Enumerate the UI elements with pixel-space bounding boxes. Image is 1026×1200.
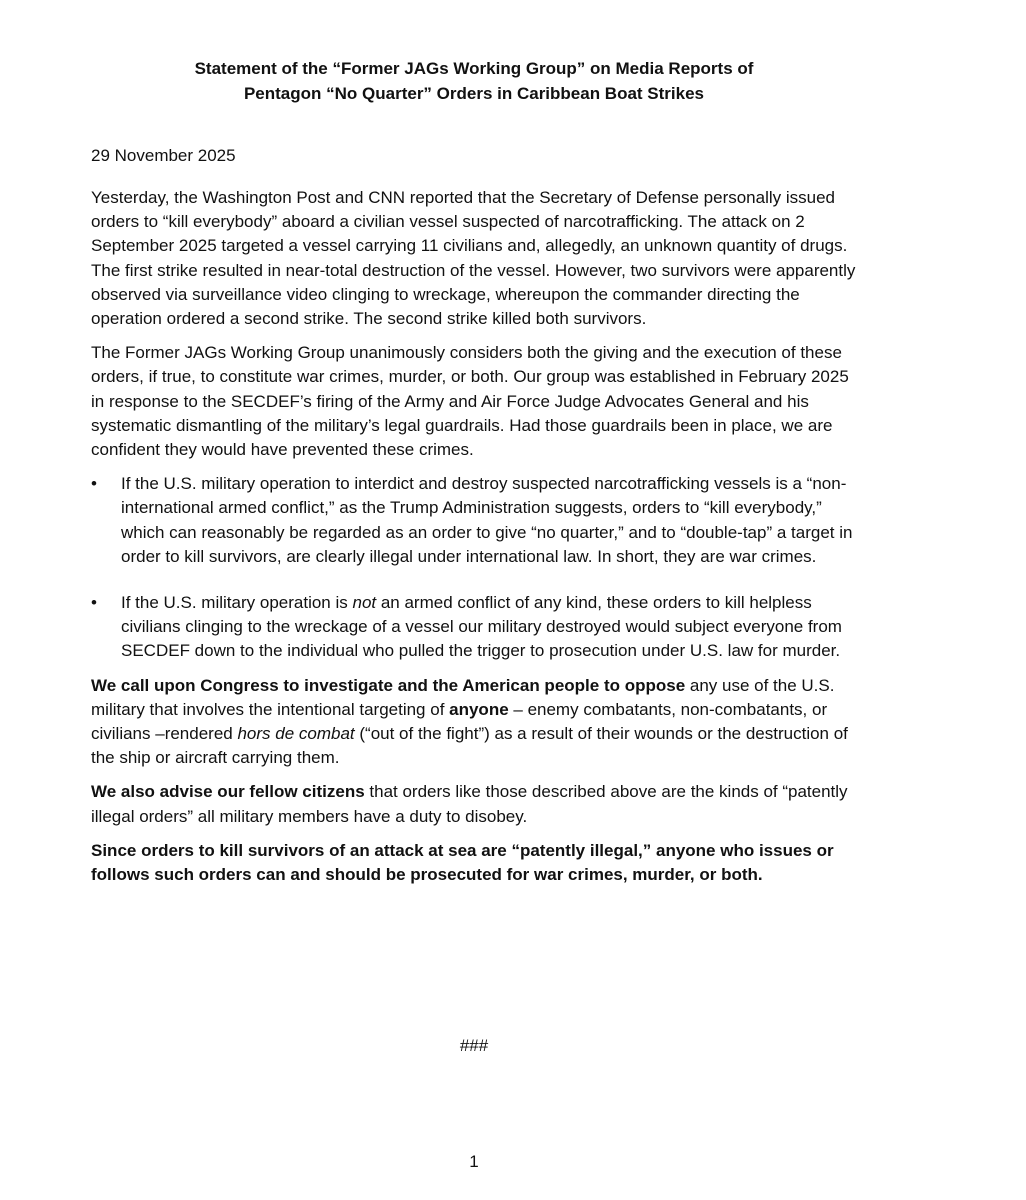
paragraph-2: The Former JAGs Working Group unanimously considers both the giving and the execution of these orders, if true, to constitute war crimes, murder, or both. Our group was established in February 2025 in response to the SECDEF’s firing of the Army and Air Force Judge Advocates General and his systematic dismantling of the military’s legal guardrails. Had those guardrails been in place, we are confident they would have prevented these crimes.	[91, 343, 849, 460]
bullet-item-2	[91, 591, 863, 664]
paragraph-3-bold-1: We call upon Congress to investigate and the American people to oppose	[91, 675, 686, 695]
document-body	[91, 186, 863, 897]
paragraph-1: Yesterday, the Washington Post and CNN reported that the Secretary of Defense personally issued orders to “kill everybody” aboard a civilian vessel suspected of narcotrafficking. The attack on 2 September 2025 targeted a vessel carrying 11 civilians and, allegedly, an unknown quantity of drugs. The first strike resulted in near-total destruction of the vessel. However, two survivors were apparently observed via surveillance video clinging to wreckage, whereupon the commander directing the operation ordered a second strike. The second strike killed both survivors.	[91, 188, 856, 329]
paragraph-3-text-2: – enemy combatants, non-combatants, or civilians –rendered	[91, 699, 828, 744]
bullet-text-2-italic: not	[352, 593, 377, 613]
bullet-marker: •	[91, 474, 97, 494]
end-mark: ###	[459, 1036, 489, 1055]
paragraph-3-bold-2: anyone	[449, 699, 509, 719]
paragraph-4-text: that orders like those described above are the kinds of “patently illegal orders” all military members have a duty to disobey.	[91, 782, 848, 826]
page-number: 1	[469, 1152, 479, 1171]
paragraph-4	[91, 780, 863, 828]
paragraph-4-bold: We also advise our fellow citizens	[91, 782, 365, 802]
document-title	[0, 56, 948, 106]
bullet-marker: •	[91, 593, 97, 613]
paragraph-3	[91, 674, 863, 771]
bullet-text-1: If the U.S. military operation to interdict and destroy suspected narcotrafficking vessels is a “non-international armed conflict,” as the Trump Administration suggests, orders to “kill everybody,” which can reasonably be regarded as an order to give “no quarter,” and to “double-tap” a target in order to kill survivors, are clearly illegal under international law. In short, they are war crimes.	[121, 474, 853, 566]
paragraph-5-bold: Since orders to kill survivors of an attack at sea are “patently illegal,” anyone who issues or follows such orders can and should be prosecuted for war crimes, murder, or both.	[91, 840, 834, 885]
bullet-list	[91, 472, 863, 663]
paragraph-5	[91, 839, 863, 887]
paragraph-3-italic: hors de combat	[237, 724, 355, 744]
title-line-2: Pentagon “No Quarter” Orders in Caribbean Boat Strikes	[243, 84, 705, 103]
paragraph-3-text-3: (“out of the fight”) as a result of their wounds or the destruction of the ship or aircraft carrying them.	[91, 724, 848, 768]
title-line-1: Statement of the “Former JAGs Working Group” on Media Reports of	[194, 59, 754, 78]
paragraph-3-text-1: any use of the U.S. military that involves the intentional targeting of	[91, 675, 835, 719]
bullet-text-2b: an armed conflict of any kind, these orders to kill helpless civilians clinging to the wreckage of a vessel our military destroyed would subject everyone from SECDEF down to the individual who pulled the trigger to prosecution under U.S. law for murder.	[121, 593, 842, 661]
statement-date: 29 November 2025	[91, 146, 236, 165]
bullet-text-2a: If the U.S. military operation is	[121, 593, 353, 613]
bullet-item-1	[91, 472, 863, 569]
